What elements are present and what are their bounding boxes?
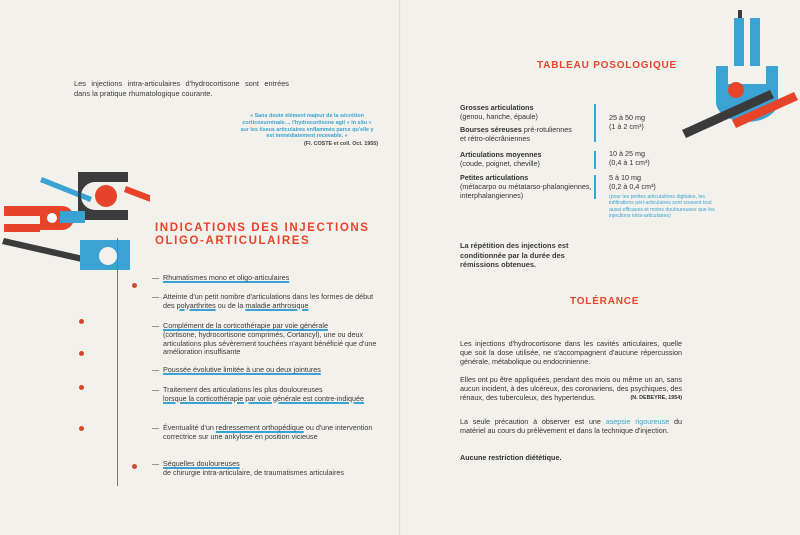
item-text: ou de la: [215, 300, 246, 310]
row-title-rest: pré-rotuliennes: [521, 125, 572, 134]
dosage-row-label: [460, 151, 590, 169]
dosage-bar: [594, 175, 596, 199]
dash: —: [152, 273, 160, 282]
indication-item: [152, 274, 378, 283]
tolerance-text: Elles ont pu être appliquées, pendant des mois ou même un an, sans aucun incident, à des ulcéreux, des coronariens, des psychiques, des rénaux, des tuberculeux, des hypertendus.: [460, 375, 682, 402]
bullet-dot: [132, 464, 137, 469]
dash: —: [152, 321, 160, 330]
dosage-row-label: [460, 104, 590, 122]
indication-item: [152, 460, 378, 478]
item-underlined: Complément de la corticothérapie par voie générale: [163, 321, 329, 330]
dosage-bar: [594, 104, 596, 142]
indication-item: [152, 293, 378, 311]
item-text: de chirurgie intra-articulaire, de traumatismes articulaires: [163, 467, 344, 477]
dose-cm3: (0,2 à 0,4 cm³): [609, 181, 656, 191]
quote-text: « Sans doute élément majeur de la sécrétion corticosurrénale..., l'hydrocortisone agit « in situ » sur les tissus articulaires enflammés parce qu'elle y est immédiatement recevable. »: [240, 113, 374, 140]
dosage-row-label: [460, 126, 590, 144]
row-title: Bourses séreuses: [460, 125, 522, 134]
indications-heading-line1: INDICATIONS DES INJECTIONS: [155, 222, 370, 234]
bullet-dot: [79, 385, 84, 390]
indication-item: [152, 424, 378, 442]
tolerance-paragraph-1: Les injections d'hydrocortisone dans les cavités articulaires, quelle que soit la dose utilisée, ne s'accompagnent d'aucune répercussion générale, métabolique ou endocrinienne.: [460, 339, 682, 366]
dose-mg: 10 à 25 mg: [609, 149, 645, 158]
tolerance-source: (N. DEBEYRE, 1954): [630, 394, 682, 401]
indications-heading: [155, 222, 370, 248]
row-sub: et rétro-olécrâniennes: [460, 133, 530, 143]
dose-cm3: (0,4 à 1 cm³): [609, 157, 650, 167]
row-sub: (métacarpo ou métatarso-phalangiennes, interphalangiennes): [460, 181, 592, 200]
item-text: Atteinte d'un petit nombre d'articulations dans les formes de début des: [163, 292, 374, 310]
item-underlined: Séquelles douloureuses: [163, 459, 240, 468]
indication-item: [152, 386, 378, 404]
row-sub: (coude, poignet, cheville): [460, 158, 540, 168]
item-underlined: Poussée évolutive limitée à une ou deux jointures: [163, 365, 321, 374]
asepsie-highlight: asepsie rigoureuse: [605, 417, 670, 426]
tolerance-heading: TOLÉRANCE: [570, 296, 640, 307]
tolerance-text: La seule précaution à observer est une: [460, 417, 606, 426]
tolerance-text: du matériel au cours du prélèvement et dans la technique d'injection.: [460, 417, 683, 435]
dosage-value: [609, 150, 650, 168]
item-text: Éventualité d'un: [163, 423, 216, 432]
bullet-dot: [79, 426, 84, 431]
row-sub: (genou, hanche, épaule): [460, 111, 538, 121]
intro-text: Les injections intra-articulaires d'hydrocortisone sont entrées dans la pratique rhumatologique courante.: [74, 79, 289, 98]
bullet-dot: [79, 351, 84, 356]
item-underlined: lorsque la corticothérapie par voie générale est contre-indiquée: [163, 393, 364, 403]
indications-heading-line2: OLIGO-ARTICULAIRES: [155, 235, 311, 247]
tolerance-final: Aucune restriction diététique.: [460, 453, 562, 462]
item-text: ou d'une intervention correctrice sur une ankylose en position vicieuse: [163, 423, 373, 441]
dash: —: [152, 292, 160, 301]
dosage-row-label: [460, 174, 592, 200]
dash: —: [152, 385, 160, 394]
item-text: Traitement des articulations les plus douloureuses: [163, 385, 323, 394]
item-underlined: Rhumatismes mono et oligo-articulaires: [163, 273, 290, 282]
dose-cm3: (1 à 2 cm³): [609, 121, 644, 131]
vertical-rule: [117, 238, 118, 486]
tolerance-paragraph-2: [460, 376, 682, 402]
left-graphic: [0, 168, 150, 278]
tableau-heading: TABLEAU POSOLOGIQUE: [537, 60, 678, 71]
dose-mg: 5 à 10 mg: [609, 173, 641, 182]
bullet-dot: [79, 319, 84, 324]
dosage-note: (pour les petites articulations digitales, les infiltrations péri-articulaires sont souvent tout aussi efficaces et moins douloureuses que les injections intra-articulaires): [609, 194, 715, 220]
item-underlined: polyarthrites: [176, 300, 216, 310]
page-fold: [399, 0, 401, 535]
tolerance-paragraph-3: [460, 418, 682, 436]
row-title: Articulations moyennes: [460, 150, 542, 159]
dosage-bar: [594, 151, 596, 169]
item-underlined: maladie arthrosique: [245, 300, 309, 310]
repetition-text: La répétition des injections est conditionnée par la durée des rémissions obtenues.: [460, 241, 569, 269]
indication-item: [152, 366, 378, 375]
item-underlined: redressement orthopédique: [215, 423, 304, 432]
dash: —: [152, 423, 160, 432]
dose-mg: 25 à 50 mg: [609, 113, 645, 122]
dash: —: [152, 365, 160, 374]
row-title: Grosses articulations: [460, 103, 534, 112]
indication-item: [152, 322, 378, 357]
item-text: (cortisone, hydrocortisone comprimés, Cortancyl), une ou deux articulations plus sévèrement touchées n'ayant bénéficié que d'une amélioration insuffisante: [163, 329, 377, 357]
dosage-value: [609, 114, 645, 132]
quote-source: (Fl. COSTE et coll. Oct. 1955): [304, 141, 378, 147]
right-graphic: [676, 10, 800, 150]
dash: —: [152, 459, 160, 468]
dosage-value: [609, 174, 656, 192]
row-title: Petites articulations: [460, 173, 529, 182]
bullet-dot: [132, 283, 137, 288]
